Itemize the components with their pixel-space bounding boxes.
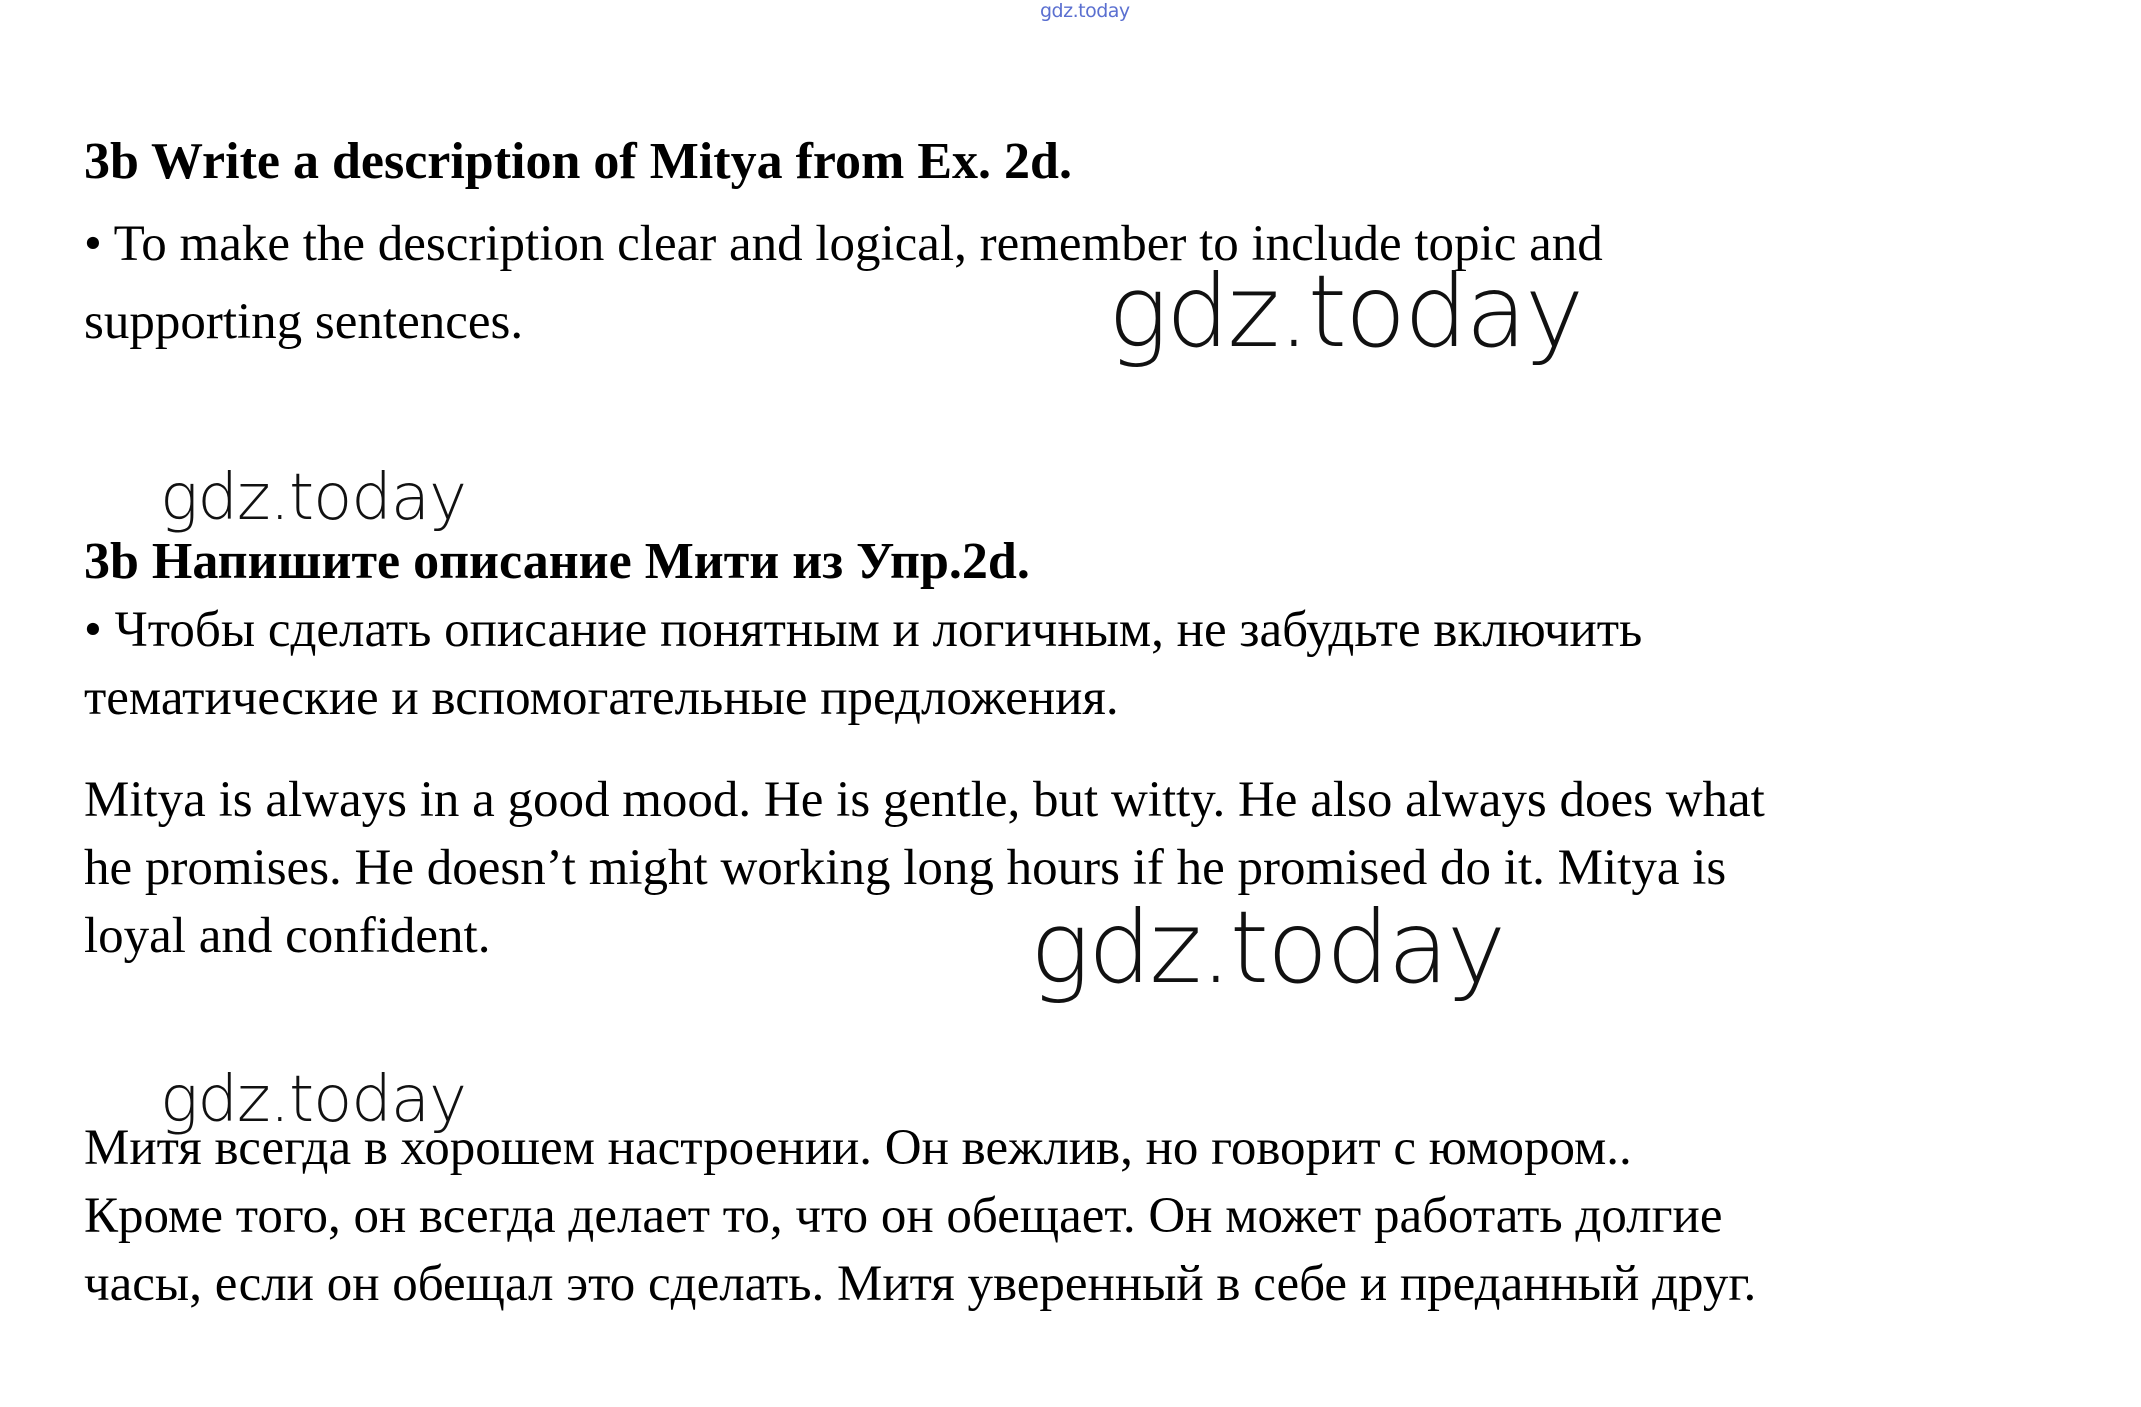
answer-ru xyxy=(84,1114,2084,1318)
task-ru-heading: 3b Напишите описание Мити из Упр.2d. xyxy=(84,533,1030,590)
answer-ru-line1: Митя всегда в хорошем настроении. Он вежлив, но говорит с юмором.. xyxy=(84,1120,1632,1176)
watermark-3: gdz.today xyxy=(1030,889,1505,1006)
task-en-instruction-line2: supporting sentences. xyxy=(84,294,524,350)
task-en-instruction-line1: • To make the description clear and logical, remember to include topic and xyxy=(84,216,1603,272)
answer-en-line2: he promises. He doesn’t might working long hours if he promised do it. Mitya is xyxy=(84,840,1727,896)
task-ru-instruction-line2: тематические и вспомогательные предложения. xyxy=(84,670,1119,726)
site-mark-top: gdz.today xyxy=(1040,0,1130,22)
task-en-instruction xyxy=(84,210,2084,356)
answer-ru-line3: часы, если он обещал это сделать. Митя уверенный в себе и преданный друг. xyxy=(84,1256,1757,1312)
task-ru-instruction xyxy=(84,596,2084,732)
task-ru-instruction-line1: • Чтобы сделать описание понятным и логичным, не забудьте включить xyxy=(84,602,1643,658)
answer-en-line1: Mitya is always in a good mood. He is gentle, but witty. He also always does what xyxy=(84,772,1765,828)
task-en-section xyxy=(84,132,2084,192)
watermark-4: gdz.today xyxy=(160,1063,466,1137)
task-ru-section xyxy=(84,532,2084,592)
task-en-heading: 3b Write a description of Mitya from Ex. 2d. xyxy=(84,133,1072,190)
answer-ru-line2: Кроме того, он всегда делает то, что он обещает. Он может работать долгие xyxy=(84,1188,1723,1244)
watermark-2: gdz.today xyxy=(160,461,466,535)
answer-en-line3: loyal and confident. xyxy=(84,908,491,964)
watermark-1: gdz.today xyxy=(1108,253,1583,370)
